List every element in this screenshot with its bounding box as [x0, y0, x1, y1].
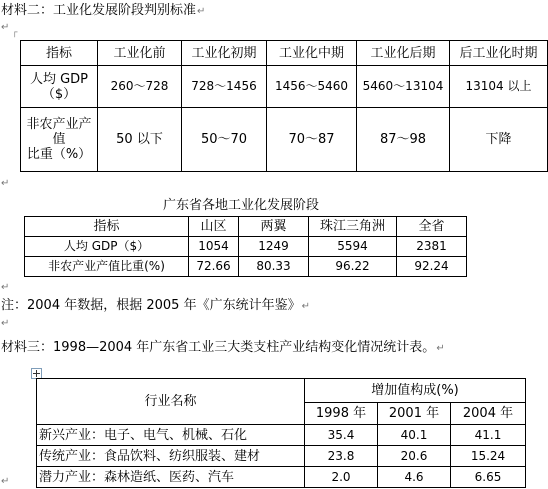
guangdong-stage-table: [24, 216, 467, 277]
table-row: [37, 446, 526, 467]
paragraph-mark-icon: ↵: [1, 282, 10, 293]
table-cell: 80.33: [239, 257, 309, 277]
table-header-cell: 指标: [21, 41, 98, 66]
industry-name-cell: 新兴产业：电子、电气、机械、石化: [37, 425, 305, 446]
table-header-cell: 两翼: [239, 217, 309, 237]
table-cell: 1456～5460: [267, 66, 357, 108]
row-label-line: 非农产业产值: [26, 117, 92, 147]
paragraph-mark-icon: ↵: [436, 343, 445, 354]
pillar-industry-table: [36, 378, 526, 488]
paragraph-mark-icon: ↵: [1, 22, 10, 33]
table-header-cell: 珠江三角洲: [309, 217, 397, 237]
industry-name-cell: 传统产业：食品饮料、纺织服装、建材: [37, 446, 305, 467]
table-row: [21, 66, 548, 108]
heading-material-3-text: 材料三：1998—2004 年广东省工业三大类支柱产业结构变化情况统计表。: [1, 340, 436, 355]
table-cell: 50 以下: [98, 108, 182, 172]
value-added-header: 增加值构成(%): [305, 379, 526, 403]
paragraph-mark-icon: ↵: [1, 178, 10, 189]
table-cell: 70～87: [267, 108, 357, 172]
table-cell: 72.66: [189, 257, 239, 277]
table-row: [21, 108, 548, 172]
row-label-line: （$）: [41, 86, 77, 102]
table-cell: 13104 以上: [450, 66, 548, 108]
table-header-cell: 工业化初期: [182, 41, 267, 66]
table-cell: 96.22: [309, 257, 397, 277]
table-header-cell: 山区: [189, 217, 239, 237]
source-note-text: 注：2004 年数据，根据 2005 年《广东统计年鉴》: [1, 298, 301, 313]
heading-material-2-text: 材料二：工业化发展阶段判别标准: [1, 3, 197, 18]
table-cell: 15.24: [451, 446, 526, 467]
table-cell: 41.1: [451, 425, 526, 446]
row-label-line: 人均 GDP: [29, 71, 89, 87]
industrialization-criteria-table: [20, 40, 548, 172]
table-cell: 92.24: [397, 257, 467, 277]
table-cell: 5594: [309, 237, 397, 257]
table-header-cell: 工业化前: [98, 41, 182, 66]
row-label-cell: [21, 108, 98, 172]
table-cell: 35.4: [305, 425, 378, 446]
table-cell: 1054: [189, 237, 239, 257]
table-row: [37, 425, 526, 446]
year-header-cell: 1998 年: [305, 403, 378, 425]
table-cell: 2381: [397, 237, 467, 257]
table-header-cell: 指标: [25, 217, 189, 237]
table-cell: 5460～13104: [357, 66, 450, 108]
industry-name-cell: 潜力产业：森林造纸、医药、汽车: [37, 467, 305, 488]
table-cell: 728～1456: [182, 66, 267, 108]
row-label-line: 比重（%）: [26, 147, 92, 162]
industry-name-header: 行业名称: [37, 379, 305, 425]
row-label-cell: [21, 66, 98, 108]
paragraph-mark-icon: ↵: [301, 301, 310, 312]
table-row: [37, 467, 526, 488]
paragraph-mark-icon: ↵: [1, 476, 10, 487]
table-header-cell: 后工业化时期: [450, 41, 548, 66]
table-header-row: [21, 41, 548, 66]
table-cell: 下降: [450, 108, 548, 172]
table-cell: 50～70: [182, 108, 267, 172]
table-header-cell: 工业化中期: [267, 41, 357, 66]
paragraph-mark-icon: ↵: [1, 318, 10, 329]
table-cell: 20.6: [378, 446, 451, 467]
table-row: [25, 257, 467, 277]
heading-material-3: [1, 340, 445, 357]
year-header-cell: 2001 年: [378, 403, 451, 425]
table-cell: 87～98: [357, 108, 450, 172]
table-corner-mark-icon: ┌: [12, 28, 18, 38]
table-header-row: [37, 379, 526, 403]
paragraph-mark-icon: ↵: [197, 6, 206, 17]
table-cell: 40.1: [378, 425, 451, 446]
heading-material-2: [1, 3, 205, 20]
table-header-cell: 全省: [397, 217, 467, 237]
year-header-cell: 2004 年: [451, 403, 526, 425]
table-cell: 1249: [239, 237, 309, 257]
table-cell: 260～728: [98, 66, 182, 108]
table-cell: 2.0: [305, 467, 378, 488]
row-label-cell: 非农产业产值比重(%): [25, 257, 189, 277]
row-label-cell: 人均 GDP（$）: [25, 237, 189, 257]
table-cell: 23.8: [305, 446, 378, 467]
source-note: [1, 298, 310, 315]
table-header-row: [25, 217, 467, 237]
table-header-cell: 工业化后期: [357, 41, 450, 66]
table-row: [25, 237, 467, 257]
table-cell: 6.65: [451, 467, 526, 488]
table2-title: 广东省各地工业化发展阶段: [163, 198, 320, 213]
table-cell: 4.6: [378, 467, 451, 488]
